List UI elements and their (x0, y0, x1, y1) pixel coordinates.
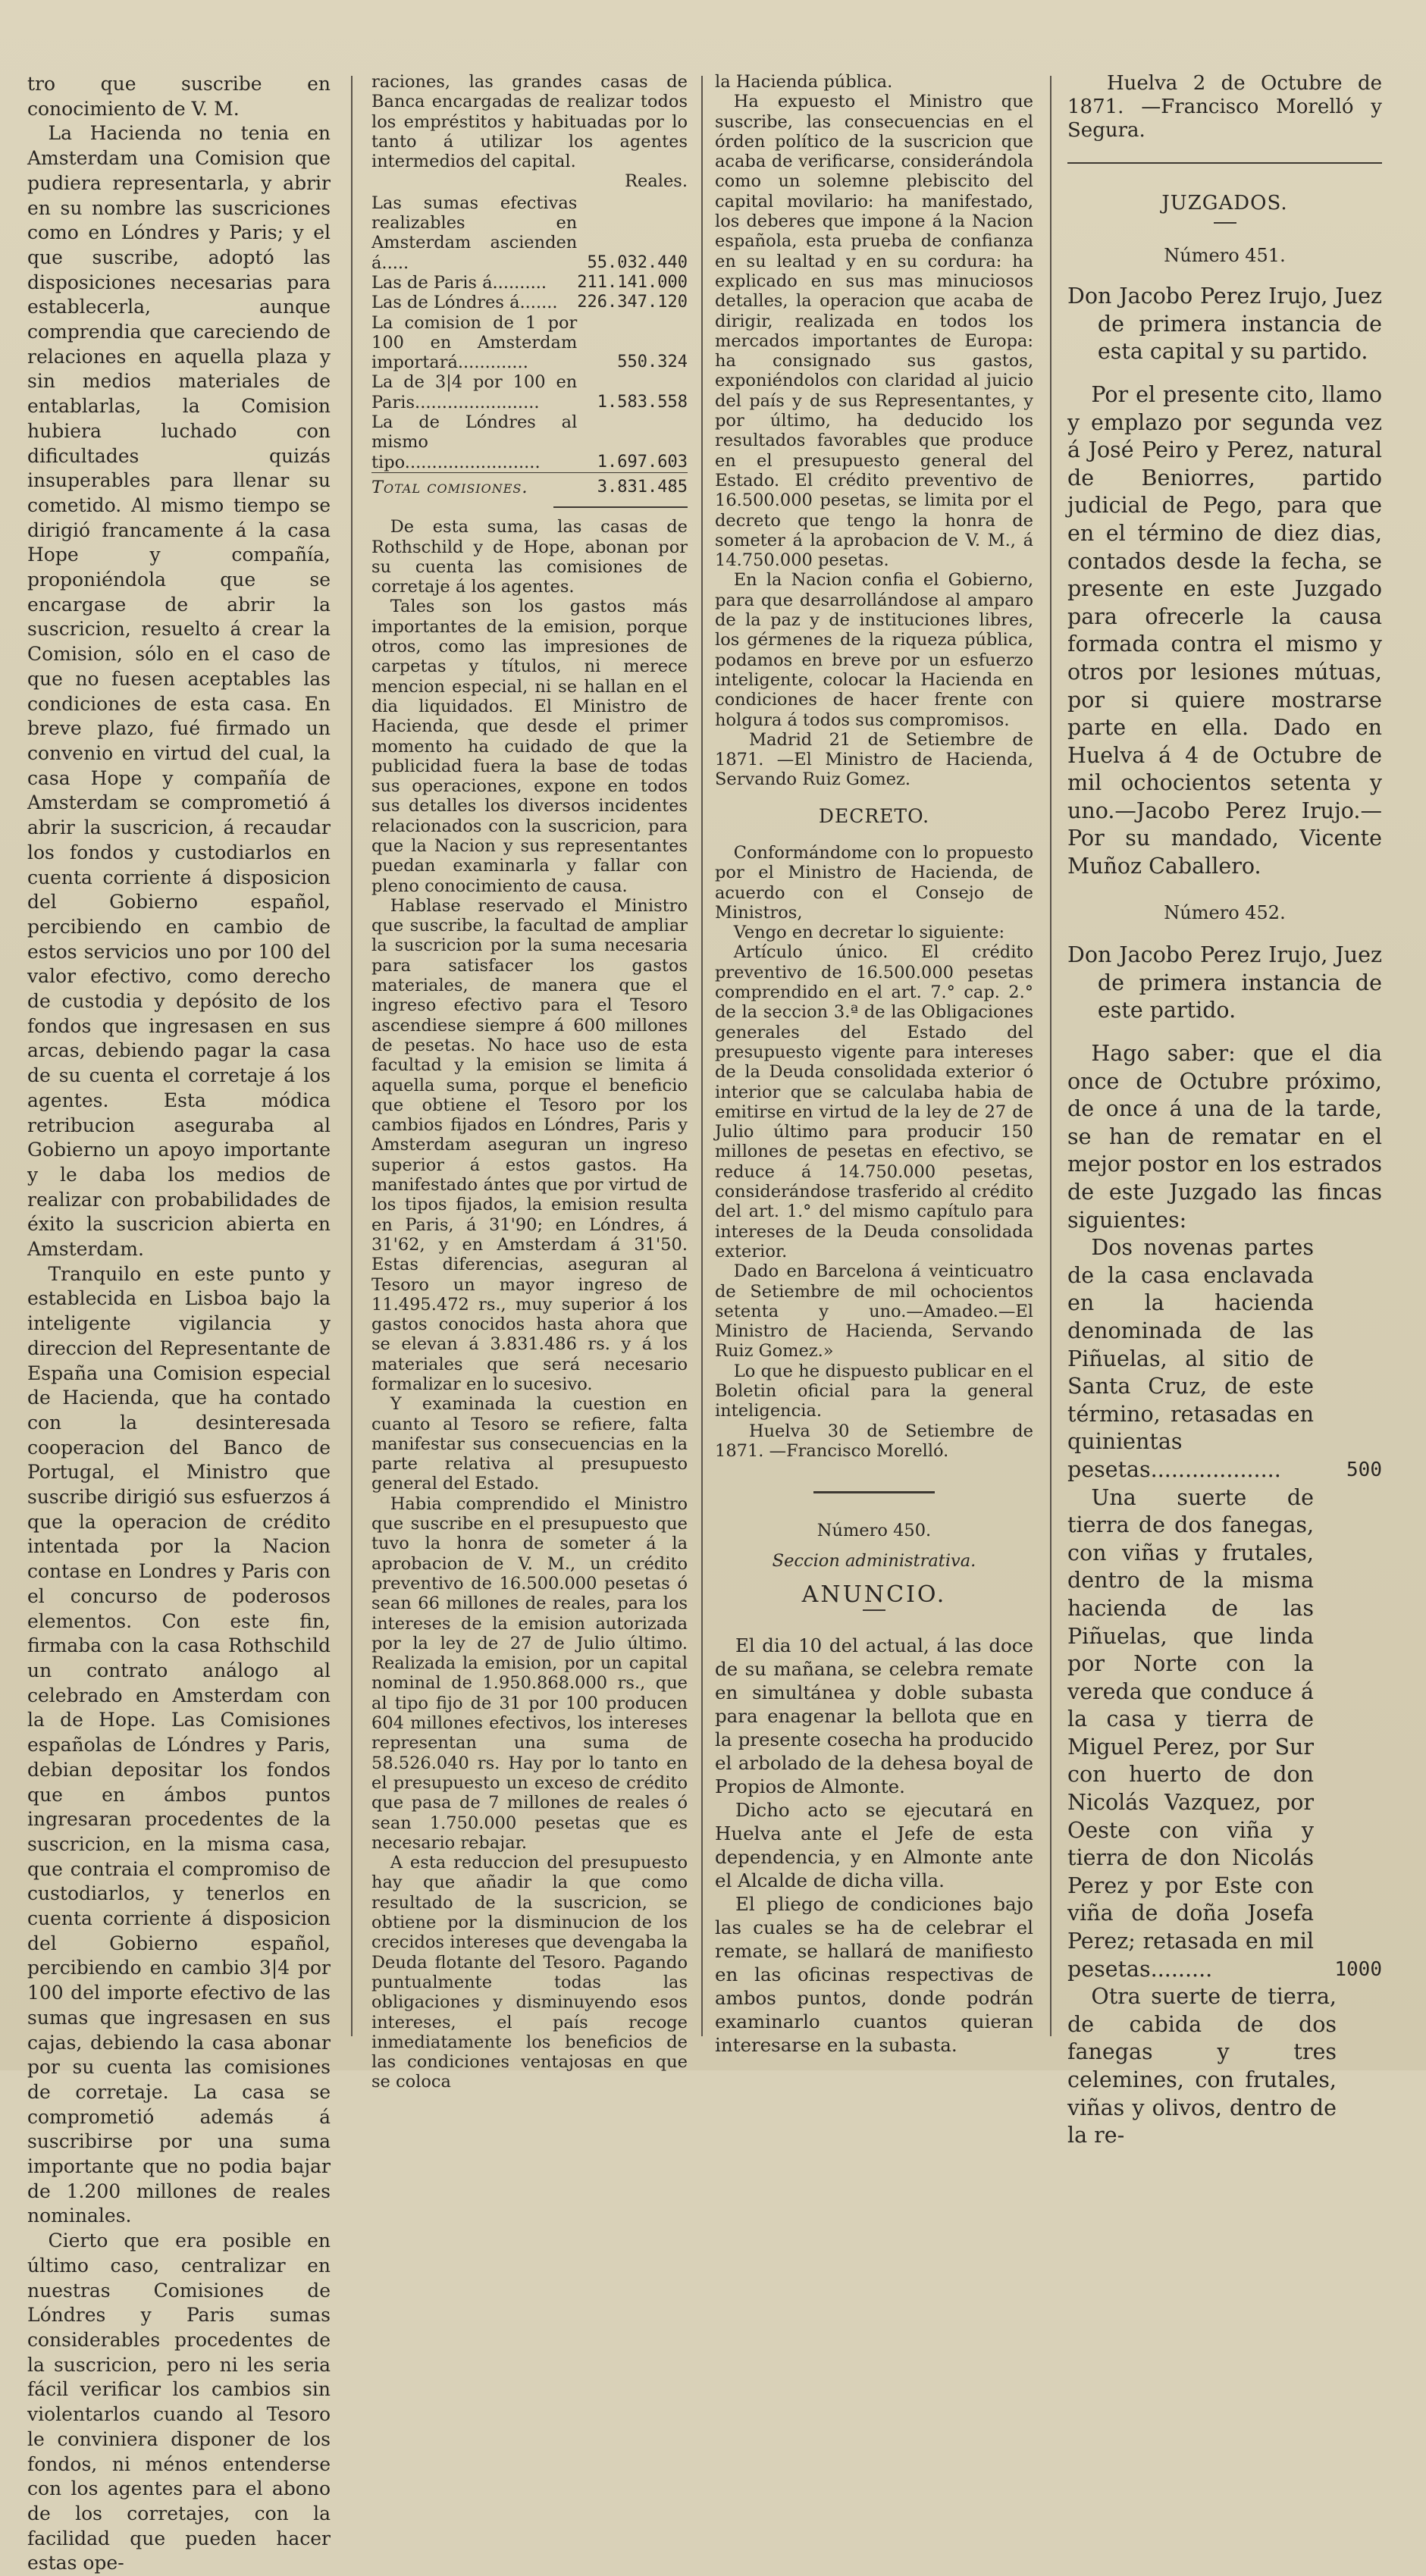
paragraph: Conformándome con lo propuesto por el Ministro de Hacienda, de acuerdo con el Consejo de Ministros, (715, 842, 1033, 923)
paragraph: En la Nacion confia el Gobierno, para que desarrollándose al amparo de la paz y de instituciones libres, los gérmenes de la riqueza pública, podamos en breve por un esfuerzo inteligente, colocar la Hacienda en condiciones de hacer frente con holgura á todos sus compromisos. (715, 570, 1033, 730)
dash (863, 1609, 885, 1611)
divider (813, 1491, 935, 1493)
column-rule (1050, 76, 1051, 2036)
signature: Huelva 2 de Octubre de 1871. —Francisco Morelló y Segura. (1067, 72, 1382, 142)
column-2 (371, 72, 688, 2092)
paragraph: De esta suma, las casas de Rothschild y de Hope, abonan por su cuenta las comisiones de corretaje á los agentes. (371, 517, 688, 597)
paragraph: Tranquilo en este punto y establecida en Lisboa bajo la inteligente vigilancia y direccion del Representante de España una Comision especial de Hacienda, que ha contado con la desinteresada cooperacion del Banco de Portugal, el Ministro que suscribe dirigió sus esfuerzos á que la operacion de crédito intentada por la Nacion contase en Londres y Paris con el concurso de poderosos elementos. Con este fin, firmaba con la casa Rothschild un contrato análogo al celebrado en Amsterdam con la de Hope. Las Comisiones españolas de Lóndres y Paris, debian depositar los fondos que en ámbos puntos ingresaran procedentes de la suscricion, en la misma casa, que contraia el compromiso de custodiarlos, y tenerlos en cuenta corriente á disposicion del Gobierno español, percibiendo en cambio 3|4 por 100 del importe efectivo de las sumas que ingresasen en sus cajas, debiendo la casa abonar por su cuenta las comisiones de corretaje. La casa se comprometió además á suscribirse por una suma importante que no podia bajar de 1.200 millones de reales nominales. (27, 1262, 331, 2227)
paragraph: Hago saber: que el dia once de Octubre próximo, de once á una de la tarde, se han de rematar en el mejor postor en los estrados de este Juzgado las fincas siguientes: (1067, 1041, 1382, 1233)
table-row: La de Lóndres al mismo tipo......................... 1.697.603 (371, 412, 688, 472)
table-row: La de 3|4 por 100 en Paris....................... 1.583.558 (371, 372, 688, 412)
paragraph: Don Jacobo Perez Irujo, Juez de primera instancia de este partido. (1067, 942, 1382, 1023)
notice-number: Número 450. (816, 1521, 932, 1541)
paragraph: El dia 10 del actual, á las doce de su mañana, se celebra remate en simultánea y doble subasta para enagenar la bellota que en la presente cosecha ha producido el arbolado de la dehesa boyal de Propios de Almonte. (715, 1634, 1033, 1798)
paragraph: Una suerte de tierra de dos fanegas, con viñas y frutales, dentro de la misma hacienda de las Piñuelas, que linda por Norte con la vereda que conduce á la casa y tierra de Miguel Perez, por Sur con huerto de don Nicolás Vazquez, por Oeste con viña y tierra de don Nicolás Perez y por Este con viña de doña Josefa Perez; retasada en mil pesetas......... 1000 (1067, 1484, 1382, 1984)
paragraph: Tales son los gastos más importantes de la emision, porque otros, como las impresiones de carpetas y títulos, ni merece mencion especial, ni se hallan en el dia liquidados. El Ministro de Hacienda, que desde el primer momento ha cuidado de que la publicidad fuera la base de todas sus operaciones, expone en todos sus detalles los diversos incidentes relacionados con la suscricion, para que la Nacion y sus representantes puedan examinarla y fallar con pleno conocimiento de causa. (371, 597, 688, 896)
dash (1214, 222, 1236, 224)
divider (553, 506, 688, 508)
table-row: Las sumas efectivas realizables en Amsterdam ascienden á..... 55.032.440 (371, 193, 688, 273)
commissions-table (371, 171, 688, 497)
paragraph: la Hacienda pública. (715, 72, 893, 92)
paragraph: A esta reduccion del presupuesto hay que añadir la que como resultado de la suscricion, se obtiene por la disminucion de los crecidos intereses que devengaba la Deuda flotante del Tesoro. Pagando puntualmente todas las obligaciones y disminuyendo esos intereses, el país recoge inmediatamente los beneficios de las condiciones ventajosas en que se coloca (371, 1853, 688, 2092)
paragraph: Hablase reservado el Ministro que suscribe, la facultad de ampliar la suscricion por la suma necesaria para satisfacer los gastos materiales, de manera que el ingreso efectivo para el Tesoro ascendiese siempre á 600 millones de pesetas. No hace uso de esta facultad y la emision se limita á aquella suma, porque el beneficio que obtiene el Tesoro por los cambios fijados en Lóndres, Paris y Amsterdam aseguran un ingreso superior á estos gastos. Ha manifestado ántes que por virtud de los tipos fijados, la emision resulta en Paris, á 31'90; en Lóndres, á 31'62, y en Amsterdam á 31'50. Estas diferencias, aseguran al Tesoro un mayor ingreso de 11.495.472 rs., muy superior á los gastos conocidos hasta ahora que se elevan á 3.831.486 rs. y á los materiales que será necesario formalizar en lo sucesivo. (371, 895, 688, 1394)
price-amount: 500 (1346, 1458, 1382, 1481)
divider (1067, 162, 1382, 164)
paragraph: tro que suscribe en conocimiento de V. M. (27, 73, 331, 120)
paragraph: Cierto que era posible en último caso, centralizar en nuestras Comisiones de Lóndres y Paris sumas considerables procedentes de la suscricion, pero ni les seria fácil verificar los cambios sin violentarlos cuando al Tesoro le conviniera disponer de los fondos, ni ménos entenderse con los agentes para el abono de los corretajes, con la facilidad que pueden hacer estas ope- (27, 2230, 331, 2574)
paragraph: Artículo único. El crédito preventivo de 16.500.000 pesetas comprendido en el art. 7.° cap. 2.° de la seccion 3.ª de las Obligaciones generales del Estado del presupuesto vigente para intereses de la Deuda consolidada exterior ó interior que se calculaba habia de emitirse en virtud de la ley de 27 de Julio último para producir 150 millones de pesetas en efectivo, se reduce á 14.750.000 pesetas, considerándose trasferido al crédito del art. 1.° del mismo capítulo para intereses de la Deuda consolidada exterior. (715, 942, 1033, 1261)
paragraph: El pliego de condiciones bajo las cuales se ha de celebrar el remate, se hallará de manifiesto en las oficinas respectivas de ambos puntos, donde podrán examinarlo cuantos quieran interesarse en la subasta. (715, 1893, 1033, 2057)
decree-title: DECRETO. (818, 804, 930, 827)
section-label: Seccion administrativa. (772, 1551, 976, 1572)
paragraph: Otra suerte de tierra, de cabida de dos fanegas y tres celemines, con frutales, viñas y olivos, dentro de la re- (1067, 1984, 1337, 2148)
paragraph: Dicho acto se ejecutará en Huelva ante el Jefe de esta dependencia, y en Almonte ante el Alcalde de dicha villa. (715, 1799, 1033, 1892)
paragraph: Vengo en decretar lo siguiente: (733, 923, 1005, 943)
paragraph: La Hacienda no tenia en Amsterdam una Comision que pudiera representarla, y abrir en su nombre las suscriciones como en Lóndres y Paris; y el que suscribe, adoptó las disposiciones necesarias para establecerla, aunque comprendia que careciendo de relaciones en aquella plaza y sin medios materiales de entablarlas, la Comision hubiera luchado con dificultades quizás insuperables para llenar su cometido. Al mismo tiempo se dirigió francamente á la casa Hope y compañía, proponiéndola que se encargase de abrir la suscricion, resuelto á crear la Comision, sólo en el caso de que no fuesen aceptables las condiciones de esta casa. En breve plazo, fué firmado un convenio en virtud del cual, la casa Hope y compañía de Amsterdam se comprometió á abrir la suscricion, á recaudar los fondos y custodiarlos en cuenta corriente á disposicion del Gobierno español, percibiendo en cambio de estos servicios uno por 100 del valor efectivo, como derecho de custodia y depósito de los fondos que ingresasen en sus arcas, debiendo pagar la casa de su cuenta el corretaje á los agentes. Esta módica retribucion aseguraba al Gobierno un apoyo importante y le daba los medios de realizar con probabilidades de éxito la suscricion abierta en Amsterdam. (27, 122, 331, 1261)
paragraph: Y examinada la cuestion en cuanto al Tesoro se refiere, falta manifestar sus consecuencias en la parte relativa al presupuesto general del Estado. (371, 1394, 688, 1494)
table-header: Reales. (625, 171, 688, 192)
signature: Madrid 21 de Setiembre de 1871. —El Ministro de Hacienda, Servando Ruiz Gomez. (715, 729, 1033, 790)
column-rule (701, 76, 703, 2036)
paragraph: raciones, las grandes casas de Banca encargadas de realizar todos los empréstitos y habituadas por lo tanto á utilizar los agentes intermedios del capital. (371, 72, 688, 172)
notice-number: Número 451. (1164, 244, 1286, 266)
column-rule (351, 76, 353, 2036)
table-row: La comision de 1 por 100 en Amsterdam importará............. 550.324 (371, 312, 688, 373)
paragraph: Don Jacobo Perez Irujo, Juez de primera instancia de esta capital y su partido. (1067, 284, 1382, 365)
price-amount: 1000 (1334, 1957, 1382, 1981)
table-total-row: Total comisiones. 3.831.485 (371, 472, 688, 497)
paragraph: Habia comprendido el Ministro que suscribe en el presupuesto que tuvo la honra de someter á la aprobacion de V. M., un crédito preventivo de 16.500.000 pesetas ó sean 66 millones de reales, para los intereses de la emision autorizada por la ley de 27 de Julio último. Realizada la emision, por un capital nominal de 1.950.868.000 rs., que al tipo fijo de 31 por 100 producen 604 millones efectivos, los intereses representan una suma de 58.526.040 rs. Hay por lo tanto en el presupuesto un exceso de crédito que pasa de 7 millones de reales ó sean 1.750.000 pesetas que es necesario rebajar. (371, 1493, 688, 1853)
column-3 (715, 72, 1033, 2057)
paragraph: Dado en Barcelona á veinticuatro de Setiembre de mil ochocientos setenta y uno.—Amadeo.—El Ministro de Hacienda, Servando Ruiz Gomez.» (715, 1261, 1033, 1362)
column-4 (1067, 72, 1382, 2148)
table-row: Las de Lóndres á....... 226.347.120 (371, 293, 688, 313)
notice-number: Número 452. (1164, 901, 1286, 923)
signature: Huelva 30 de Setiembre de 1871. —Francisco Morelló. (715, 1421, 1033, 1461)
section-heading: JUZGADOS. (1161, 192, 1288, 215)
paragraph: Lo que he dispuesto publicar en el Boletin oficial para la general inteligencia. (715, 1361, 1033, 1421)
paragraph: Ha expuesto el Ministro que suscribe, las consecuencias en el órden político de la suscricion que acaba de verificarse, considerándola como un solemne plebiscito del capital movilario: ha manifestado, los deberes que impone á la Nacion española, esta prueba de confianza en su lealtad y en su cordura: ha explicado en sus mas minuciosos detalles, la operacion que acaba de dirigir, realizada en todos los mercados importantes de Europa: ha consignado sus gastos, exponiéndolos con claridad al juicio del país y de sus Representantes, y por último, ha deducido los resultados favorables que produce en el presupuesto general del Estado. El crédito preventivo de 16.500.000 pesetas, se limita por el decreto que tengo la honra de someter á la aprobacion de V. M., á 14.750.000 pesetas. (715, 92, 1033, 571)
notice-title: ANUNCIO. (801, 1581, 947, 1608)
table-row: Las de Paris á.......... 211.141.000 (371, 272, 688, 293)
column-1 (27, 72, 331, 2574)
paragraph: Por el presente cito, llamo y emplazo por segunda vez á José Peiro y Perez, natural de Beniorres, partido judicial de Pego, para que en el término de diez dias, contados desde la fecha, se presente en este Juzgado para ofrecerle la causa formada contra el mismo y otros por lesiones mútuas, por si quiere mostrarse parte en ella. Dado en Huelva á 4 de Octubre de mil ochocientos setenta y uno.—Jacobo Perez Irujo.—Por su mandado, Vicente Muñoz Caballero. (1067, 381, 1382, 879)
paragraph: Dos novenas partes de la casa enclavada en la hacienda denominada de las Piñuelas, al sitio de Santa Cruz, de este término, retasadas en quinientas pesetas................... 500 (1067, 1234, 1382, 1484)
